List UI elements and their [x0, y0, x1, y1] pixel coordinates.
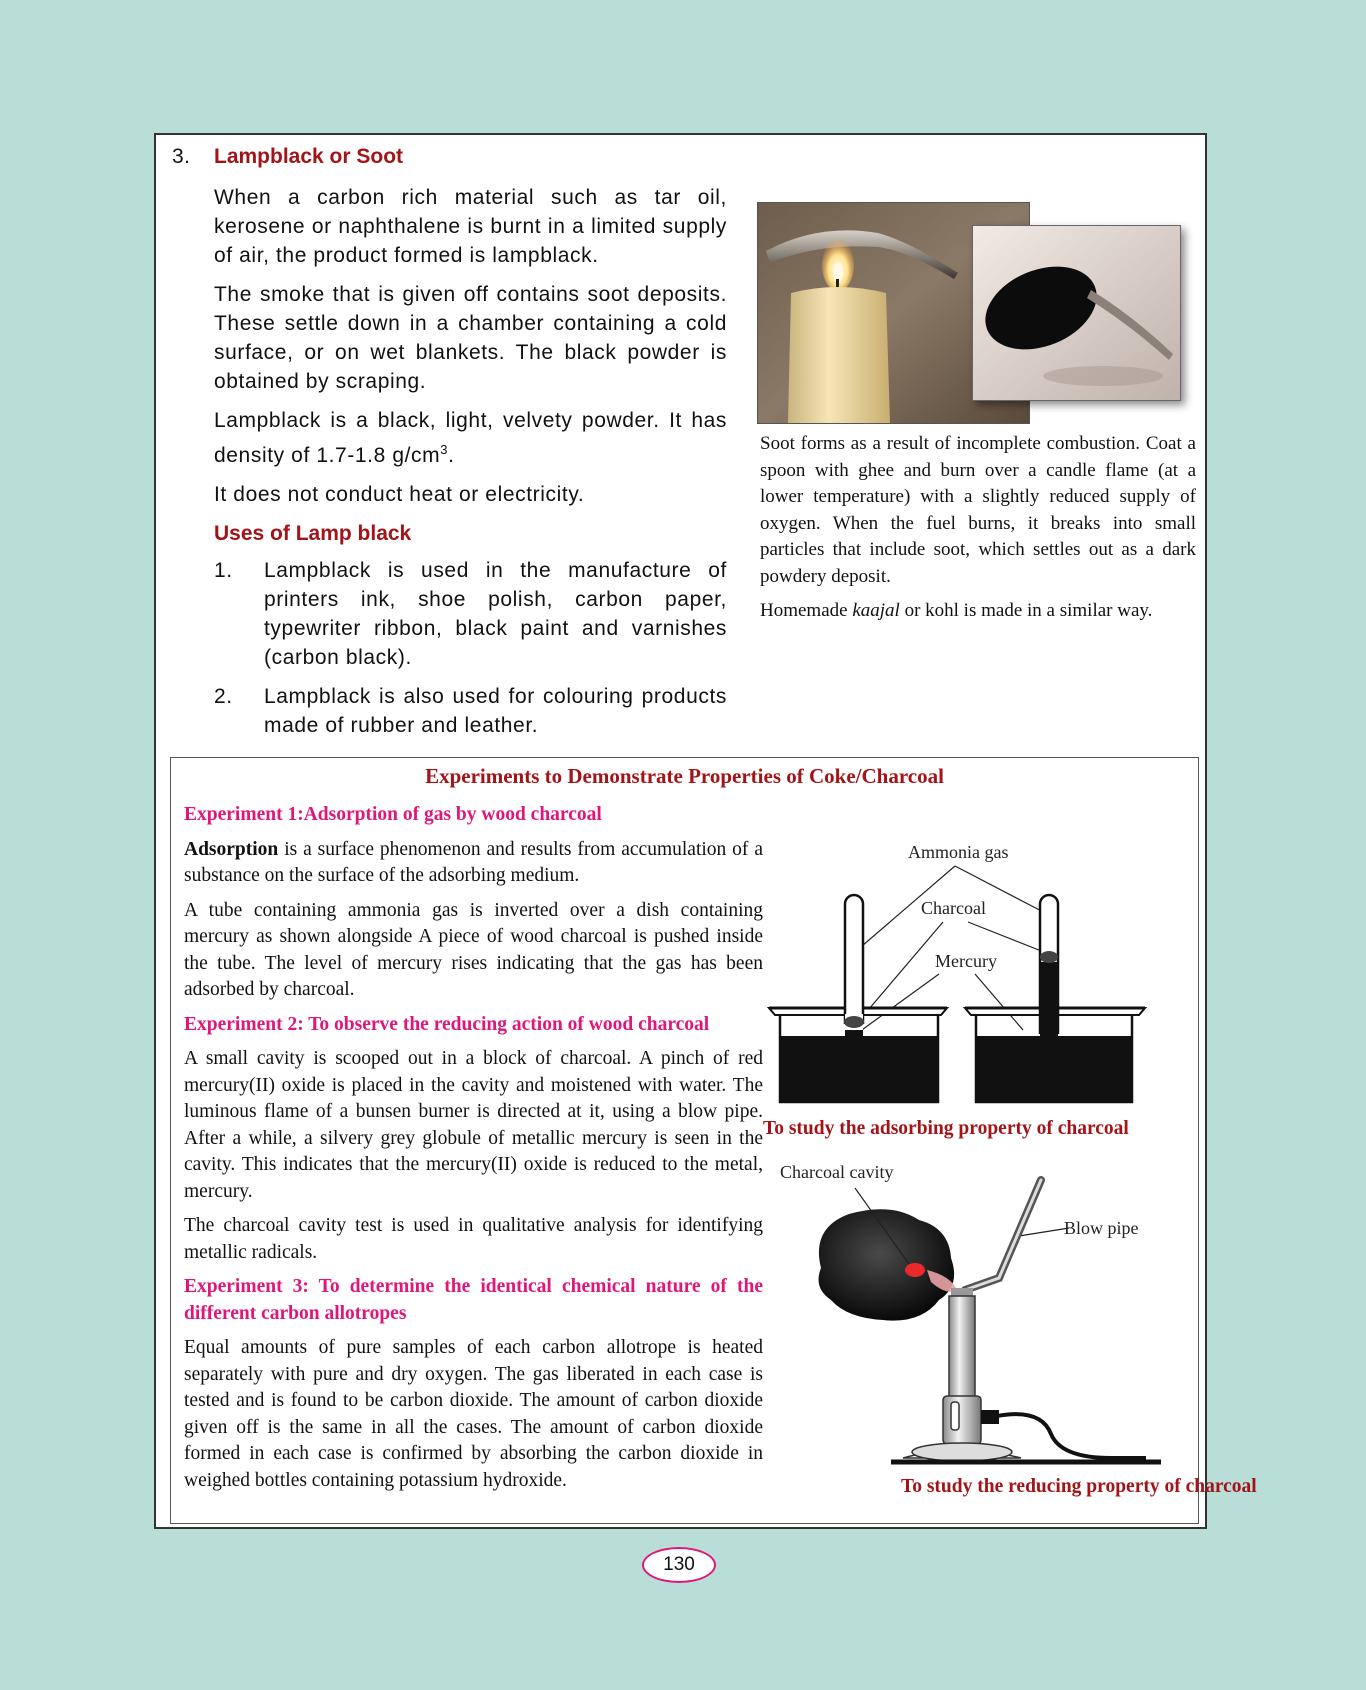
right-apparatus	[965, 895, 1145, 1102]
adsorption-diagram	[763, 834, 1193, 1144]
page-number: 130	[642, 1547, 716, 1583]
paragraph-conduct: It does not conduct heat or electricity.	[214, 483, 585, 506]
section-number: 3.	[172, 145, 191, 168]
list-number: 2.	[214, 685, 233, 708]
caption-kaajal-after: or kohl is made in a similar way.	[899, 600, 1153, 621]
diagram1-caption: To study the adsorbing property of charcoal	[763, 1118, 1129, 1139]
experiment-1-title: Experiment 1:Adsorption of gas by wood charcoal	[184, 804, 602, 825]
caption-kaajal	[760, 598, 1196, 625]
experiments-text	[184, 802, 763, 1502]
blow-pipe	[965, 1180, 1041, 1290]
uses-heading: Uses of Lamp black	[214, 522, 412, 545]
left-apparatus	[769, 895, 947, 1102]
lampblack-text	[214, 183, 727, 750]
label-mercury: Mercury	[935, 951, 997, 971]
density-end: .	[448, 444, 455, 467]
sooty-spoon-photo	[972, 225, 1181, 401]
caption-text: Soot forms as a result of incomplete combustion. Coat a spoon with ghee and burn over a candle flame (at a lower temperature) with a slightly reduced supply of oxygen. When the fuel burns, it breaks into small particles that include soot, which settles out as a dark powdery deposit.	[760, 433, 1196, 587]
photo-caption	[760, 431, 1196, 633]
paragraph-lampblack-formation: When a carbon rich material such as tar oil, kerosene or naphthalene is burnt in a limited supply of air, the product formed is lampblack.	[214, 186, 727, 267]
density-text: Lampblack is a black, light, velvety powder. It has density of 1.7-1.8 g/cm	[214, 409, 727, 467]
label-charcoal: Charcoal	[921, 898, 986, 918]
experiments-title: Experiments to Demonstrate Properties of Coke/Charcoal	[425, 764, 944, 788]
density-superscript: 3	[440, 442, 449, 457]
label-charcoal-cavity: Charcoal cavity	[780, 1162, 894, 1182]
charcoal-block	[819, 1209, 955, 1320]
textbook-page	[154, 133, 1257, 1529]
experiments-box	[170, 757, 1257, 1524]
diagram2-caption: To study the reducing property of charcoal	[901, 1476, 1257, 1497]
list-item	[214, 682, 727, 740]
list-text: Lampblack is also used for colouring products made of rubber and leather.	[264, 685, 727, 737]
adsorption-definition: is a surface phenomenon and results from accumulation of a substance on the surface of the adsorbing medium.	[184, 838, 763, 886]
reducing-diagram	[751, 1158, 1257, 1498]
list-item	[214, 556, 727, 672]
list-text: Lampblack is used in the manufacture of printers ink, shoe polish, carbon paper, typewriter ribbon, black paint and varnishes (carbon black).	[264, 559, 727, 669]
experiment-3-title: Experiment 3: To determine the identical chemical nature of the different carbon allotropes	[184, 1276, 763, 1324]
cavity-mercury-oxide	[905, 1263, 925, 1277]
experiment-1-definition	[184, 837, 763, 890]
paragraph-density	[214, 406, 727, 470]
adsorption-term: Adsorption	[184, 838, 279, 860]
caption-kaajal-before: Homemade	[760, 600, 853, 621]
experiment-1-procedure: A tube containing ammonia gas is inverted over a dish containing mercury as shown alongside A piece of wood charcoal is pushed inside the tube. The level of mercury rises indicating that the gas has been adsorbed by charcoal.	[184, 899, 763, 1000]
experiment-2-title: Experiment 2: To observe the reducing action of wood charcoal	[184, 1013, 710, 1035]
experiment-2-note: The charcoal cavity test is used in qualitative analysis for identifying metallic radicals.	[184, 1215, 763, 1263]
experiment-2-procedure: A small cavity is scooped out in a block of charcoal. A pinch of red mercury(II) oxide is placed in the cavity and moistened with water. The luminous flame of a bunsen burner is directed at it, using a blow pipe. After a while, a silvery grey globule of metallic mercury is seen in the cavity. This indicates that the mercury(II) oxide is reduced to the metal, mercury.	[184, 1048, 763, 1202]
caption-kaajal-italic: kaajal	[852, 600, 900, 621]
label-blow-pipe: Blow pipe	[1064, 1218, 1139, 1238]
list-number: 1.	[214, 559, 233, 582]
label-ammonia-gas: Ammonia gas	[908, 842, 1009, 862]
paragraph-soot-deposits: The smoke that is given off contains soot deposits. These settle down in a chamber containing a cold surface, or on wet blankets. The black powder is obtained by scraping.	[214, 283, 727, 393]
section-title: Lampblack or Soot	[214, 145, 404, 168]
experiment-3-procedure: Equal amounts of pure samples of each carbon allotrope is heated separately with pure and dry oxygen. The gas liberated in each case is tested and is found to be carbon dioxide. The amount of carbon dioxide given off is the same in all the cases. The amount of carbon dioxide formed in each case is confirmed by absorbing the carbon dioxide in weighed bottles containing potassium hydroxide.	[184, 1337, 763, 1491]
uses-list	[214, 556, 727, 740]
